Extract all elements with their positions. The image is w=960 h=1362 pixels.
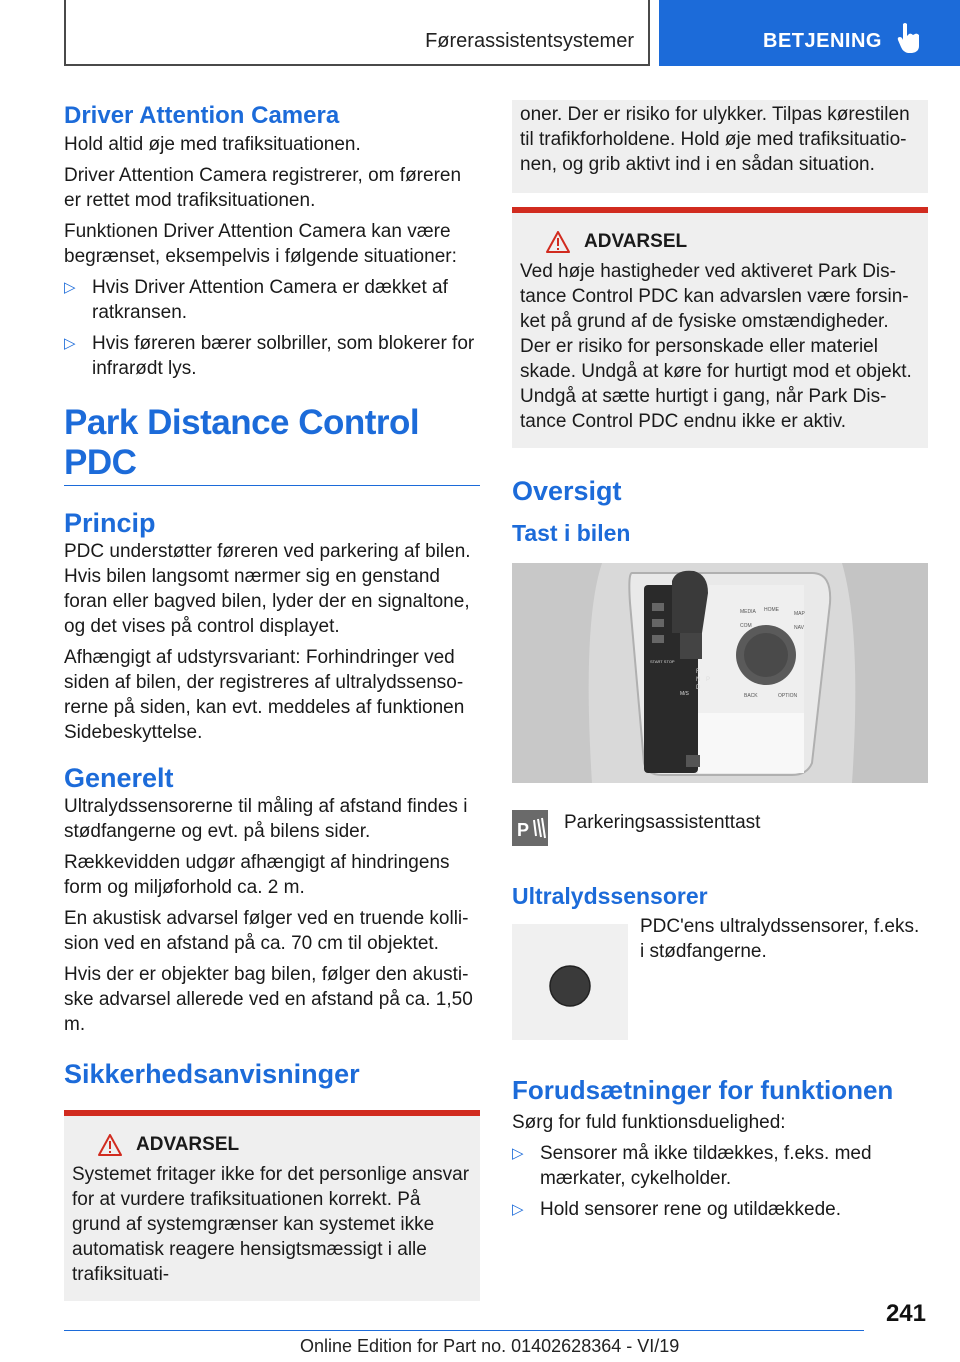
pointing-hand-icon — [895, 22, 923, 54]
generelt-paragraph-3: En akustisk advarsel følger ved en truende kollision ved en afstand på ca. 70 cm til objektet. — [64, 908, 469, 954]
photo-label-n: N — [696, 677, 701, 683]
princip-paragraph-1: PDC understøtter føreren ved parkering af bilen. Hvis bilen langsomt nærmer sig en genstand foran eller bagved bilen, lyder der en signaltone, og det vises på control displayet. — [64, 541, 471, 637]
warning-box-1-continued — [512, 100, 928, 193]
list-item: ▷ Hold sensorer rene og utildækkede. — [512, 1199, 842, 1220]
parking-key-row — [512, 810, 928, 846]
header-chapter-tab[interactable] — [659, 0, 960, 66]
photo-label-com: COM — [740, 623, 752, 629]
oversigt-heading: Oversigt — [512, 476, 622, 506]
dac-bullet-list — [64, 275, 480, 381]
generelt-paragraph-4: Hvis der er objekter bag bilen, følger den akustiske advarsel allerede ved en afstand på ca. 1,50 m. — [64, 964, 473, 1035]
ultra-row — [512, 914, 928, 1045]
forud-paragraph: Sørg for fuld funktionsduelighed: — [512, 1112, 786, 1133]
warning-title: ADVARSEL — [520, 231, 920, 253]
footer-divider — [64, 1330, 864, 1331]
header-chapter-title: BETJENING — [763, 30, 882, 52]
photo-label-d: D — [696, 685, 701, 691]
photo-label-ms: M/S — [680, 691, 689, 697]
generelt-heading: Generelt — [64, 763, 174, 793]
sikker-heading: Sikkerhedsanvisninger — [64, 1059, 360, 1089]
warning-title: ADVARSEL — [72, 1134, 472, 1156]
princip-paragraph-2: Afhængigt af udstyrsvariant: Forhindringer ved siden af bilen, der registreres af ultralydssensorerne på siden, kan evt. meddeles af funktionen Sidebeskyttelse. — [64, 647, 465, 743]
photo-label-map: MAP — [794, 611, 805, 617]
forud-heading: Forudsætninger for funktionen — [512, 1075, 894, 1105]
photo-label-p: P — [706, 677, 711, 683]
triangle-bullet-icon: ▷ — [64, 335, 76, 352]
photo-label-start: START STOP — [650, 659, 675, 664]
generelt-paragraph-2: Rækkevidden udgør afhængigt af hindringens form og miljøforhold ca. 2 m. — [64, 852, 450, 898]
photo-label-nav: NAV — [794, 625, 804, 631]
center-console-photo — [512, 563, 928, 783]
footer-edition: Online Edition for Part no. 01402628364 - VI/19 — [300, 1336, 680, 1356]
warning-text-1-continued: oner. Der er risiko for ulykker. Tilpas kørestilen til trafikforholdene. Hold øje med trafiksituationen, og grib aktivt ind i en sådan situation. — [520, 104, 910, 175]
photo-label-r: R — [696, 669, 701, 675]
parking-key-label: Parkeringsassistenttast — [564, 812, 761, 833]
header-section-box — [64, 0, 650, 66]
right-column — [512, 100, 928, 1228]
ultra-heading: Ultralydssensorer — [512, 883, 708, 909]
list-item: ▷ Hvis Driver Attention Camera er dækket af ratkransen. — [64, 277, 448, 323]
warning-box-2 — [512, 207, 928, 448]
dac-paragraph-2: Driver Attention Camera registrerer, om føreren er rettet mod trafiksituationen. — [64, 165, 462, 211]
tast-heading: Tast i bilen — [512, 520, 631, 546]
forud-bullet-list — [512, 1141, 928, 1222]
warning-triangle-icon — [546, 231, 570, 253]
svg-text:P: P — [517, 820, 530, 840]
pdc-heading: Park Distance Control PDC — [64, 403, 480, 486]
dac-paragraph-3: Funktionen Driver Attention Camera kan være begrænset, eksempelvis i følgende situationer: — [64, 221, 457, 267]
triangle-bullet-icon: ▷ — [512, 1145, 524, 1162]
ultra-text: PDC'ens ultralydssensorer, f.eks. i stødfangerne. — [640, 916, 920, 962]
dac-paragraph-1: Hold altid øje med trafiksituationen. — [64, 134, 361, 155]
triangle-bullet-icon: ▷ — [512, 1201, 524, 1218]
photo-label-home: HOME — [764, 607, 779, 613]
photo-label-back: BACK — [744, 693, 758, 699]
header-section-title: Førerassistentsystemer — [425, 30, 634, 52]
warning-box-1 — [64, 1110, 480, 1301]
page-number: 241 — [885, 1300, 926, 1327]
triangle-bullet-icon: ▷ — [64, 279, 76, 296]
warning-text-1: Systemet fritager ikke for det personlige ansvar for at vurdere trafiksituationen korrekt. På grund af systemgrænser kan systemet ikke automatisk reagere hensigtsmæssigt i alle trafiksituati- — [72, 1164, 470, 1285]
photo-label-option: OPTION — [778, 693, 798, 699]
left-column — [64, 100, 480, 1301]
warning-triangle-icon — [98, 1134, 122, 1156]
ultrasonic-sensor-photo — [512, 924, 628, 1040]
photo-label-media: MEDIA — [740, 609, 756, 615]
princip-heading: Princip — [64, 508, 156, 538]
warning-text-2: Ved høje hastigheder ved aktiveret Park Distance Control PDC kan advarslen være forsinket på grund af de fysiske omstændigheder. Der er risiko for personskade eller materiel skade. Undgå at køre for hurtigt mod et objekt. Undgå at sætte hurtigt i gang, når Park Distance Control PDC endnu ikke er aktiv. — [520, 261, 912, 432]
dac-heading: Driver Attention Camera — [64, 102, 340, 129]
parking-assist-button-icon — [512, 810, 548, 846]
list-item: ▷ Hvis føreren bærer solbriller, som blokerer for infrarødt lys. — [64, 333, 475, 379]
generelt-paragraph-1: Ultralydssensorerne til måling af afstand findes i stødfangerne og evt. på bilens sider. — [64, 796, 468, 842]
list-item: ▷ Sensorer må ikke tildækkes, f.eks. med mærkater, cykelholder. — [512, 1143, 872, 1189]
